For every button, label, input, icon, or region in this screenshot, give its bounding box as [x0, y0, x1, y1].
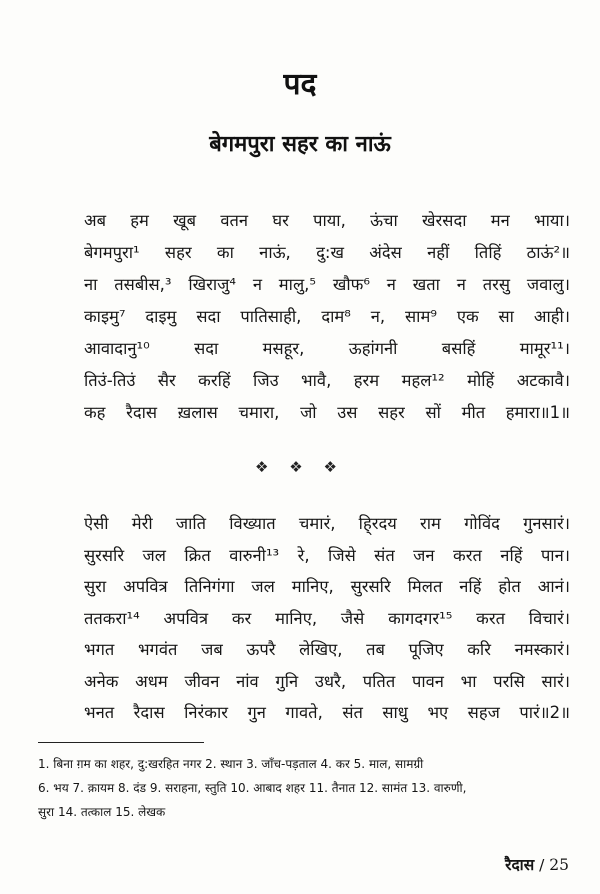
verse-line: ऐसी मेरी जाति विख्यात चमारं, हि्रदय राम गोविंद गुनसारं। — [84, 514, 570, 533]
verse-line: काइमु⁷ दाइमु सदा पातिसाही, दाम⁸ न, साम⁹ एक सा आही। — [84, 307, 570, 326]
footnote-line: 1. बिना ग़म का शहर, दु:खरहित नगर 2. स्थान 3. जाँच-पड़ताल 4. कर 5. माल, सामग्री — [38, 757, 424, 771]
verse-line: कह रैदास ख़लास चमारा, जो उस सहर सों मीत हमारा॥1॥ — [84, 403, 570, 422]
ornament-separator: ❖ ❖ ❖ — [255, 458, 345, 476]
footer-separator: / — [534, 856, 550, 874]
verse-line: तिउं-तिउं सैर करहिं जिउ भावै, हरम महल¹² मोहिं अटकावै। — [84, 371, 570, 390]
verse-line: ना तसबीस,³ खिराजु⁴ न मालु,⁵ खौफ⁶ न खता न तरसु जवालु। — [84, 275, 570, 294]
verse-line: सुरसरि जल क्रित वारुनी¹³ रे, जिसे संत जन करत नहिं पान। — [84, 545, 570, 565]
page-footer — [505, 853, 569, 875]
verse-line: भगत भगवंत जब ऊपरै लेखिए, तब पूजिए करि नमस्कारं। — [84, 640, 570, 659]
verse-line: भनत रैदास निरंकार गुन गावते, संत साधु भए सहज पारं॥2॥ — [84, 703, 570, 722]
footnote-line: सुरा 14. तत्काल 15. लेखक — [38, 805, 166, 819]
footnotes — [38, 752, 578, 824]
stanza-1 — [84, 205, 570, 429]
verse-line: अनेक अधम जीवन नांव गुनि उधरै, पतित पावन भा परसि सारं। — [84, 671, 570, 691]
page-title: पद — [283, 67, 317, 102]
poem-title: बेगमपुरा सहर का नाऊं — [209, 132, 391, 157]
book-name: रैदास — [505, 856, 535, 874]
verse-line: अब हम खूब वतन घर पाया, ऊंचा खेरसदा मन भाया। — [84, 211, 570, 230]
verse-line: बेगमपुरा¹ सहर का नाऊं, दु:ख अंदेस नहीं तिहिं ठाऊं²॥ — [84, 243, 570, 262]
footnote-divider — [38, 742, 204, 743]
page-number: 25 — [549, 856, 569, 874]
verse-line: ततकरा¹⁴ अपवित्र कर मानिए, जैसे कागदगर¹⁵ करत विचारं। — [84, 608, 570, 628]
verse-line: सुरा अपवित्र तिनिगंगा जल मानिए, सुरसरि मिलत नहिं होत आनं। — [84, 577, 570, 596]
stanza-2 — [84, 508, 570, 729]
verse-line: आवादानु¹⁰ सदा मसहूर, ऊहांगनी बसहिं मामूर¹¹। — [84, 339, 570, 358]
footnote-line: 6. भय 7. क़ायम 8. दंड 9. सराहना, स्तुति 10. आबाद शहर 11. तैनात 12. सामंत 13. वारुणी, — [38, 781, 467, 795]
